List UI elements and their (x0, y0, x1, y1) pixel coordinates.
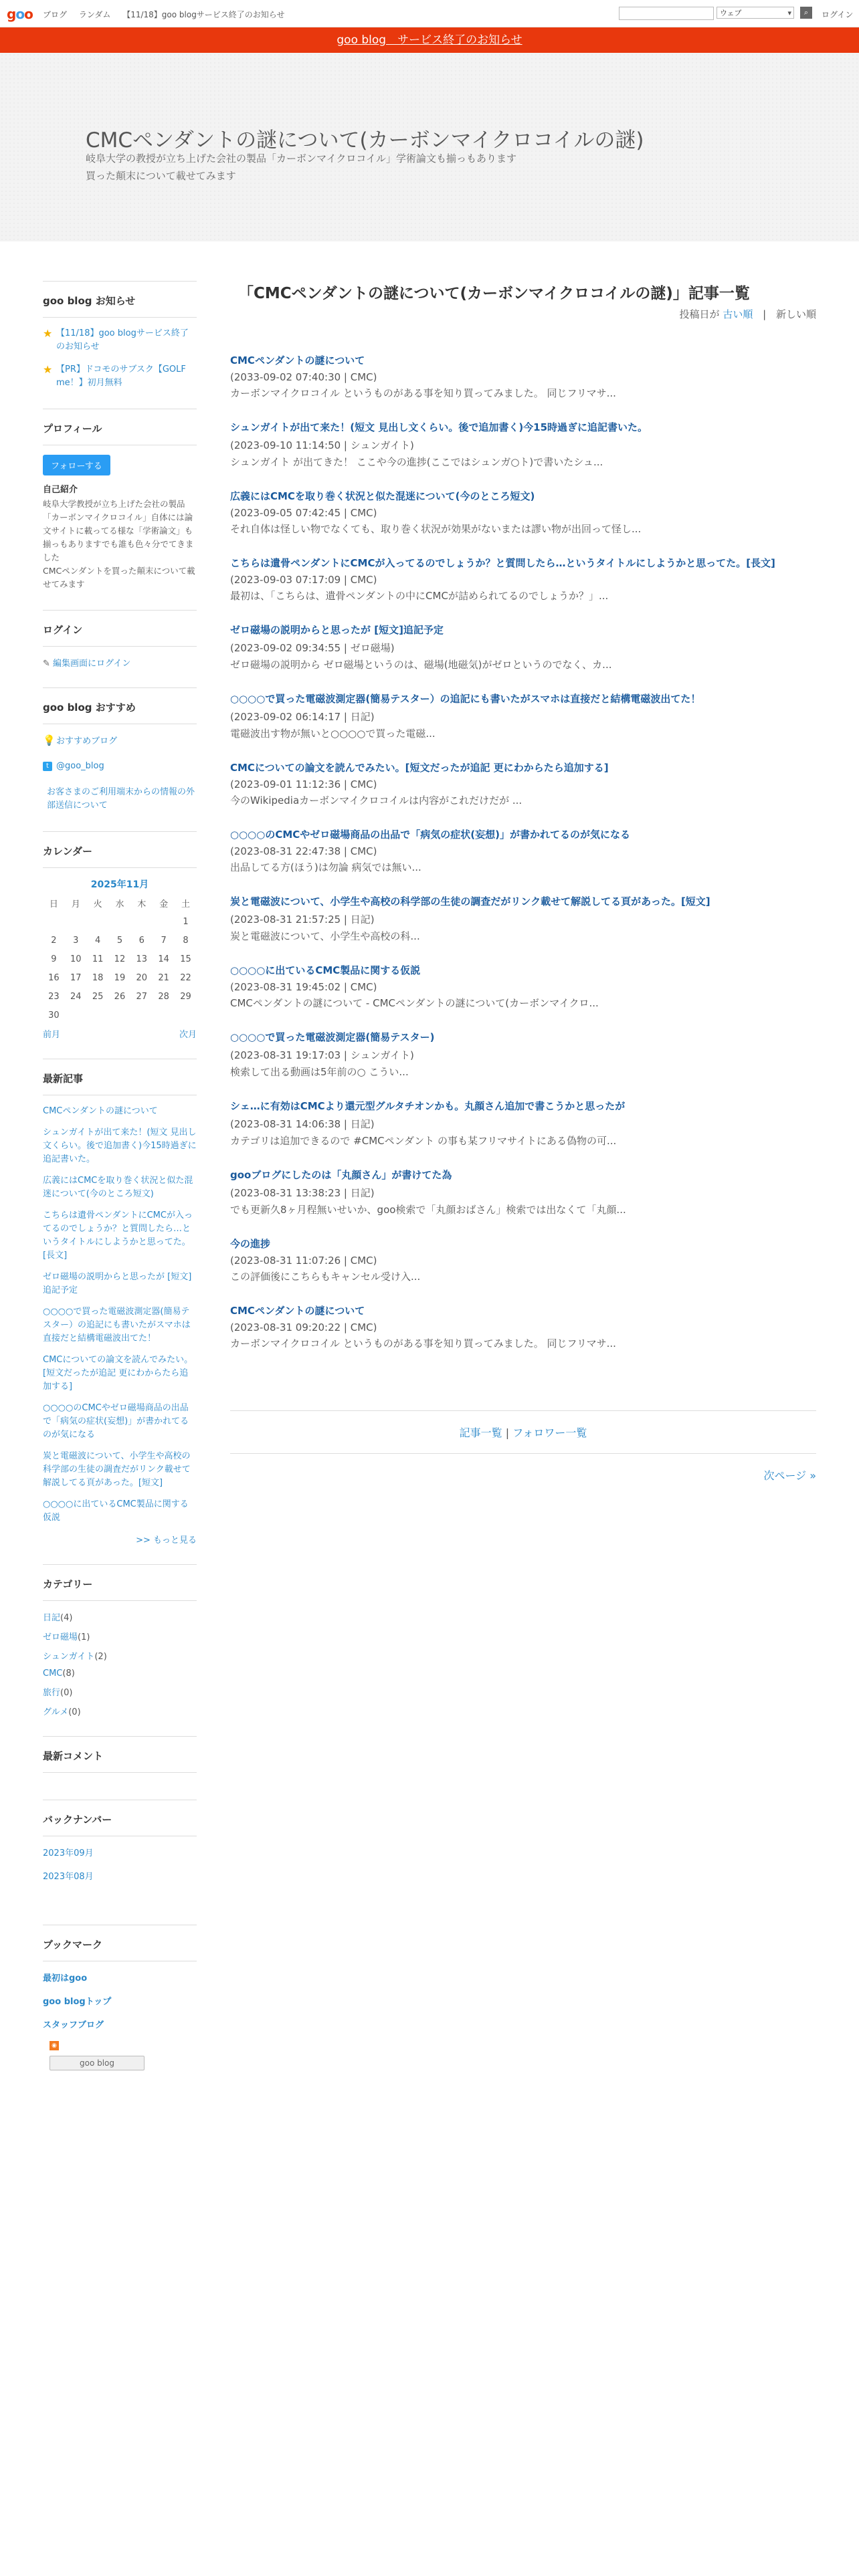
goo-blog-twitter-link[interactable]: @goo_blog (56, 761, 104, 771)
article-meta: (2023-08-31 14:06:38 | 日記) (230, 1118, 375, 1130)
calendar-day: 30 (48, 1010, 60, 1021)
lightbulb-icon: 💡 (43, 734, 56, 746)
article-title-link[interactable]: ゼロ磁場の説明からと思ったが [短文]追記予定 (230, 624, 444, 636)
article-title-link[interactable]: CMCペンダントの謎について (230, 1305, 365, 1317)
calendar-weekday: 木 (137, 899, 147, 909)
main-content (230, 281, 816, 1483)
category-link[interactable]: 旅行 (43, 1688, 61, 1698)
calendar-day (109, 912, 131, 931)
pencil-icon: ✎ (43, 659, 54, 669)
calendar-day: 3 (73, 935, 79, 946)
article-item (230, 1099, 816, 1148)
article-meta: (2023-08-31 21:57:25 | 日記) (230, 914, 375, 926)
top-link-random[interactable]: ランダム (78, 10, 111, 19)
service-end-banner (0, 27, 859, 53)
category-link[interactable]: CMC (43, 1669, 63, 1679)
calendar-heading: カレンダー (43, 844, 197, 868)
category-item (43, 1669, 197, 1679)
calendar-day: 27 (136, 991, 148, 1002)
article-item (230, 556, 816, 603)
footer-separator: | (505, 1426, 510, 1439)
goo-blog-badge[interactable]: goo blog (50, 2056, 145, 2070)
calendar-day (43, 912, 65, 931)
calendar-day: 25 (92, 991, 104, 1002)
article-title-link[interactable]: ○○○○に出ているCMC製品に関する仮説 (230, 964, 421, 976)
calendar-day: 22 (180, 972, 191, 983)
intro-text: 岐阜大学教授が立ち上げた会社の製品「カーボンマイクロコイル」自体には論文サイトに載ってる様な「学術論文」も揃っもありますでも誰も色々分でてきました CMCペンダントを買った顛末について載せてみます (43, 499, 195, 589)
backnumber-section (43, 1800, 197, 1882)
article-meta: (2023-08-31 19:45:02 | CMC) (230, 981, 377, 993)
calendar-day: 29 (180, 991, 191, 1002)
category-count: (0) (60, 1688, 73, 1698)
calendar-day: 6 (138, 935, 145, 946)
calendar-day: 28 (158, 991, 169, 1002)
calendar-day: 26 (114, 991, 126, 1002)
article-list (230, 353, 816, 1350)
calendar-day: 24 (70, 991, 82, 1002)
article-meta: (2023-08-31 11:07:26 | CMC) (230, 1255, 377, 1267)
blog-header (0, 53, 859, 241)
article-item (230, 1237, 816, 1283)
category-item (43, 1610, 197, 1623)
calendar-next-link[interactable]: 次月 (179, 1030, 197, 1040)
category-count: (4) (60, 1613, 73, 1623)
recent-article-link[interactable]: ○○○○のCMCやゼロ磁場商品の出品で「病気の症状(妄想)」が書かれてるのが気になる (43, 1403, 189, 1440)
sort-separator: | (763, 308, 767, 320)
calendar-day: 8 (183, 935, 189, 946)
calendar-day (65, 1006, 87, 1025)
article-item (230, 489, 816, 536)
calendar-day (87, 1006, 109, 1025)
recommend-blog-link[interactable]: おすすめブログ (56, 736, 118, 746)
calendar-day (130, 1006, 153, 1025)
category-link[interactable]: シュンガイト (43, 1652, 95, 1662)
recommend-section (43, 687, 197, 813)
category-count: (8) (62, 1669, 75, 1679)
article-title-link[interactable]: CMCペンダントの謎について (230, 354, 365, 366)
star-icon: ★ (43, 363, 53, 376)
login-heading: ログイン (43, 623, 197, 647)
article-title-link[interactable]: ○○○○で買った電磁波測定器(簡易テスター) (230, 1031, 435, 1043)
search-scope-select[interactable]: ウェブ ▾ (717, 7, 794, 19)
recent-article-link[interactable]: ○○○○に出ているCMC製品に関する仮説 (43, 1499, 189, 1523)
article-title-link[interactable]: ○○○○のCMCやゼロ磁場商品の出品で「病気の症状(妄想)」が書かれてるのが気になる (230, 829, 631, 841)
calendar-section (43, 831, 197, 1040)
sort-oldest-link[interactable]: 古い順 (723, 308, 753, 320)
intro-heading: 自己紹介 (43, 485, 78, 495)
article-title-link[interactable]: シュンガイトが出て来た！(短文 見出し文くらい。後で追加書く)今15時過ぎに追記書いた。 (230, 421, 648, 433)
backnumber-link[interactable]: 2023年09月 (43, 1848, 94, 1858)
article-excerpt: CMCペンダントの謎について - CMCペンダントの謎について(カーボンマイクロ... (230, 997, 599, 1009)
recent-heading: 最新記事 (43, 1071, 197, 1095)
article-title-link[interactable]: 今の進捗 (230, 1238, 271, 1250)
backnumber-heading: バックナンバー (43, 1812, 197, 1836)
comments-heading: 最新コメント (43, 1749, 197, 1773)
calendar-day (109, 1006, 131, 1025)
backnumber-link[interactable]: 2023年08月 (43, 1872, 94, 1882)
article-meta: (2023-09-01 11:12:36 | CMC) (230, 778, 377, 790)
profile-heading: プロフィール (43, 421, 197, 445)
calendar-day (87, 912, 109, 931)
login-section (43, 610, 197, 669)
article-item (230, 353, 816, 400)
top-login-link[interactable]: ログイン (822, 10, 854, 19)
article-item (230, 691, 816, 740)
follow-button[interactable]: フォローする (43, 455, 110, 475)
article-item (230, 1303, 816, 1350)
next-page-link[interactable]: 次ページ » (763, 1469, 816, 1482)
calendar-day: 1 (183, 916, 189, 927)
article-item (230, 1168, 816, 1216)
calendar-day: 11 (92, 954, 104, 964)
calendar-day (153, 1006, 175, 1025)
article-item (230, 963, 816, 1010)
article-title-link[interactable]: gooブログにしたのは「丸顔さん」が書けてた為 (230, 1169, 452, 1181)
calendar-table (43, 893, 197, 1025)
article-meta: (2023-09-02 06:14:17 | 日記) (230, 711, 375, 723)
external-send-info-link[interactable]: お客さまのご利用端末からの情報の外部送信について (47, 787, 195, 811)
category-link[interactable]: ゼロ磁場 (43, 1632, 78, 1642)
calendar-day: 7 (161, 935, 167, 946)
article-list-link[interactable]: 記事一覧 (459, 1426, 502, 1439)
notice-link[interactable]: 【PR】ドコモのサブスク【GOLF me！】初月無料 (56, 364, 186, 388)
recent-article-link[interactable]: ゼロ磁場の説明からと思ったが [短文]追記予定 (43, 1272, 192, 1295)
article-excerpt: ゼロ磁場の説明から ゼロ磁場というのは、磁場(地磁気)がゼロというのでなく、カ... (230, 659, 612, 671)
sort-newest[interactable]: 新しい順 (775, 308, 816, 320)
category-section (43, 1564, 197, 1717)
article-title-link[interactable]: CMCについての論文を読んでみたい。[短文だったが追記 更にわからたら追加する] (230, 762, 609, 774)
article-meta: (2023-08-31 09:20:22 | CMC) (230, 1321, 377, 1333)
article-excerpt: それ自体は怪しい物でなくても、取り巻く状況が効果がないまたは謬い物が出回って怪し... (230, 523, 642, 535)
article-excerpt: カテゴリは追加できるので #CMCペンダント の事も某フリマサイトにある偽物の可... (230, 1135, 617, 1147)
calendar-day: 4 (94, 935, 101, 946)
article-title-link[interactable]: 広義にはCMCを取り巻く状況と似た混迷について(今のところ短文) (230, 490, 535, 502)
goo-logo[interactable]: goo (7, 6, 33, 22)
search-icon[interactable]: ⌕ (800, 7, 812, 19)
recent-article-link[interactable]: 炭と電磁波について、小学生や高校の科学部の生徒の調査だがリンク載せて解説してる頁があった。[短文] (43, 1451, 191, 1488)
category-item (43, 1630, 197, 1642)
comments-section (43, 1736, 197, 1773)
calendar-day: 23 (48, 991, 60, 1002)
calendar-day (65, 912, 87, 931)
recent-article-link[interactable]: 広義にはCMCを取り巻く状況と似た混迷について(今のところ短文) (43, 1176, 193, 1199)
category-count: (2) (94, 1652, 107, 1662)
article-item (230, 1030, 816, 1079)
category-item (43, 1705, 197, 1717)
calendar-day: 9 (51, 954, 57, 964)
calendar-weekday: 月 (71, 899, 80, 909)
calendar-day: 14 (158, 954, 169, 964)
profile-section (43, 409, 197, 591)
calendar-day: 13 (136, 954, 148, 964)
notice-link[interactable]: 【11/18】goo blogサービス終了のお知らせ (56, 328, 189, 352)
article-excerpt: 出品してる方(ほう)は勿論 病気では無い... (230, 861, 421, 873)
calendar-day: 15 (180, 954, 191, 964)
calendar-weekday: 土 (181, 899, 191, 909)
top-links (43, 9, 294, 20)
list-footer (230, 1410, 816, 1454)
article-excerpt: この評価後にこちらもキャンセル受け入... (230, 1271, 421, 1283)
sort-control (230, 307, 816, 321)
article-meta: (2023-09-10 11:14:50 | シュンガイト) (230, 439, 414, 451)
notice-item (43, 327, 197, 354)
calendar-day (175, 1006, 197, 1025)
article-meta: (2023-09-03 07:17:09 | CMC) (230, 574, 377, 586)
top-link-notice[interactable]: 【11/18】goo blogサービス終了のお知らせ (122, 10, 285, 19)
sort-label: 投稿日が (679, 308, 720, 320)
blog-description: 岐阜大学の教授が立ち上げた会社の製品「カーボンマイクロコイル」学術論文も揃っもあります 買った顛末について載せてみます (86, 152, 516, 182)
recent-article-link[interactable]: CMCペンダントの謎について (43, 1106, 158, 1116)
article-excerpt: 電磁波出す物が無いと○○○○で買った電磁... (230, 728, 436, 740)
calendar-weekday: 火 (93, 899, 102, 909)
bookmark-section (43, 1925, 197, 2070)
calendar-day: 19 (114, 972, 126, 983)
search-input[interactable] (619, 7, 714, 20)
more-link[interactable]: >> もっと見る (136, 1535, 197, 1545)
edit-login-link[interactable]: 編集画面にログイン (53, 659, 131, 669)
recent-article-link[interactable]: CMCについての論文を読んでみたい。[短文だったが追記 更にわからたら追加する] (43, 1355, 193, 1392)
notice-item (43, 363, 197, 390)
top-bar (0, 0, 859, 27)
category-count: (0) (68, 1707, 81, 1717)
article-excerpt: カーボンマイクロコイル というものがある事を知り買ってみました。 同じフリマサ... (230, 1337, 616, 1350)
article-title-link[interactable]: 炭と電磁波について、小学生や高校の科学部の生徒の調査だがリンク載せて解説してる頁があった。[短文] (230, 895, 710, 907)
category-heading: カテゴリー (43, 1577, 197, 1601)
calendar-day: 17 (70, 972, 82, 983)
bookmark-link[interactable]: 最初はgoo (43, 1973, 88, 1983)
article-title-link[interactable]: こちらは遺骨ペンダントにCMCが入ってるのでしょうか？と質問したら…というタイトルにしようかと思ってた。[長文] (230, 557, 775, 569)
article-item (230, 623, 816, 671)
recent-article-link[interactable]: ○○○○で買った電磁波測定器(簡易テスター）の追記にも書いたがスマホは直接だと結構電磁波出てた！ (43, 1307, 191, 1344)
article-excerpt: シュンガイト が出てきた！ ここや今の進捗(ここではシュンガ○ト)で書いたシュ... (230, 456, 603, 468)
article-excerpt: 炭と電磁波について、小学生や高校の科... (230, 930, 420, 942)
calendar-day: 18 (92, 972, 104, 983)
notice-heading: goo blog お知らせ (43, 294, 197, 318)
notice-section (43, 281, 197, 390)
recent-section (43, 1059, 197, 1545)
article-item (230, 827, 816, 874)
calendar-month: 2025年11月 (90, 879, 149, 890)
bookmark-link[interactable]: goo blogトップ (43, 1997, 112, 2007)
article-item (230, 894, 816, 943)
article-item (230, 420, 816, 469)
star-icon: ★ (43, 327, 53, 340)
article-meta: (2023-09-02 09:34:55 | ゼロ磁場) (230, 642, 395, 654)
calendar-day (130, 912, 153, 931)
article-meta: (2023-08-31 22:47:38 | CMC) (230, 845, 377, 857)
article-title-link[interactable]: ○○○○で買った電磁波測定器(簡易テスター）の追記にも書いたがスマホは直接だと結構電磁波出てた！ (230, 693, 701, 705)
calendar-day: 10 (70, 954, 82, 964)
recommend-heading: goo blog おすすめ (43, 700, 197, 724)
category-link[interactable]: 日記 (43, 1613, 61, 1623)
blog-title[interactable]: CMCペンダントの謎について(カーボンマイクロコイルの謎) (86, 128, 644, 152)
article-meta: (2023-08-31 13:38:23 | 日記) (230, 1187, 375, 1199)
calendar-weekday: 日 (49, 899, 58, 909)
service-end-link[interactable]: goo blog サービス終了のお知らせ (337, 33, 522, 47)
calendar-weekday: 金 (159, 899, 169, 909)
article-meta: (2033-09-02 07:40:30 | CMC) (230, 371, 377, 383)
bookmark-link[interactable]: スタッフブログ (43, 2020, 104, 2030)
rss-icon[interactable]: ◉ (50, 2041, 59, 2050)
article-excerpt: でも更新久8ヶ月程無いせいか、goo検索で「丸顔おばさん」検索では出なくて「丸顔... (230, 1204, 626, 1216)
top-link-blog[interactable]: ブログ (43, 10, 68, 19)
calendar-day (153, 912, 175, 931)
article-excerpt: 今のWikipediaカーボンマイクロコイルは内容がこれだけだが ... (230, 794, 522, 807)
follower-list-link[interactable]: フォロワー一覧 (512, 1426, 587, 1439)
article-excerpt: カーボンマイクロコイル というものがある事を知り買ってみました。 同じフリマサ... (230, 387, 616, 399)
recent-article-link[interactable]: こちらは遺骨ペンダントにCMCが入ってるのでしょうか？と質問したら…というタイトルにしようかと思ってた。[長文] (43, 1210, 193, 1261)
article-excerpt: 最初は、「こちらは、遺骨ペンダントの中にCMCが詰められてるのでしょうか？」... (230, 590, 609, 602)
recent-article-link[interactable]: シュンガイトが出て来た！(短文 見出し文くらい。後で追加書く)今15時過ぎに追記書いた。 (43, 1128, 197, 1164)
category-item (43, 1649, 197, 1662)
bookmark-heading: ブックマーク (43, 1937, 197, 1961)
article-item (230, 760, 816, 807)
article-meta: (2023-08-31 19:17:03 | シュンガイト) (230, 1049, 414, 1061)
calendar-prev-link[interactable]: 前月 (43, 1030, 61, 1040)
page-title: 「CMCペンダントの謎について(カーボンマイクロコイルの謎)」記事一覧 (238, 285, 750, 302)
calendar-day: 20 (136, 972, 148, 983)
calendar-day: 16 (48, 972, 60, 983)
category-link[interactable]: グルメ (43, 1707, 69, 1717)
calendar-weekday: 水 (115, 899, 124, 909)
twitter-icon: t (43, 762, 52, 771)
category-count: (1) (78, 1632, 90, 1642)
article-title-link[interactable]: シェ…に有効はCMCより還元型グルタチオンかも。丸顔さん追加で書こうかと思ったが (230, 1100, 626, 1112)
calendar-day: 21 (158, 972, 169, 983)
calendar-day: 5 (116, 935, 123, 946)
article-excerpt: 検索して出る動画は5年前の○ こうい... (230, 1066, 409, 1078)
sidebar (43, 281, 197, 2089)
category-item (43, 1685, 197, 1698)
article-meta: (2023-09-05 07:42:45 | CMC) (230, 507, 377, 519)
calendar-day: 2 (51, 935, 57, 946)
calendar-day: 12 (114, 954, 126, 964)
